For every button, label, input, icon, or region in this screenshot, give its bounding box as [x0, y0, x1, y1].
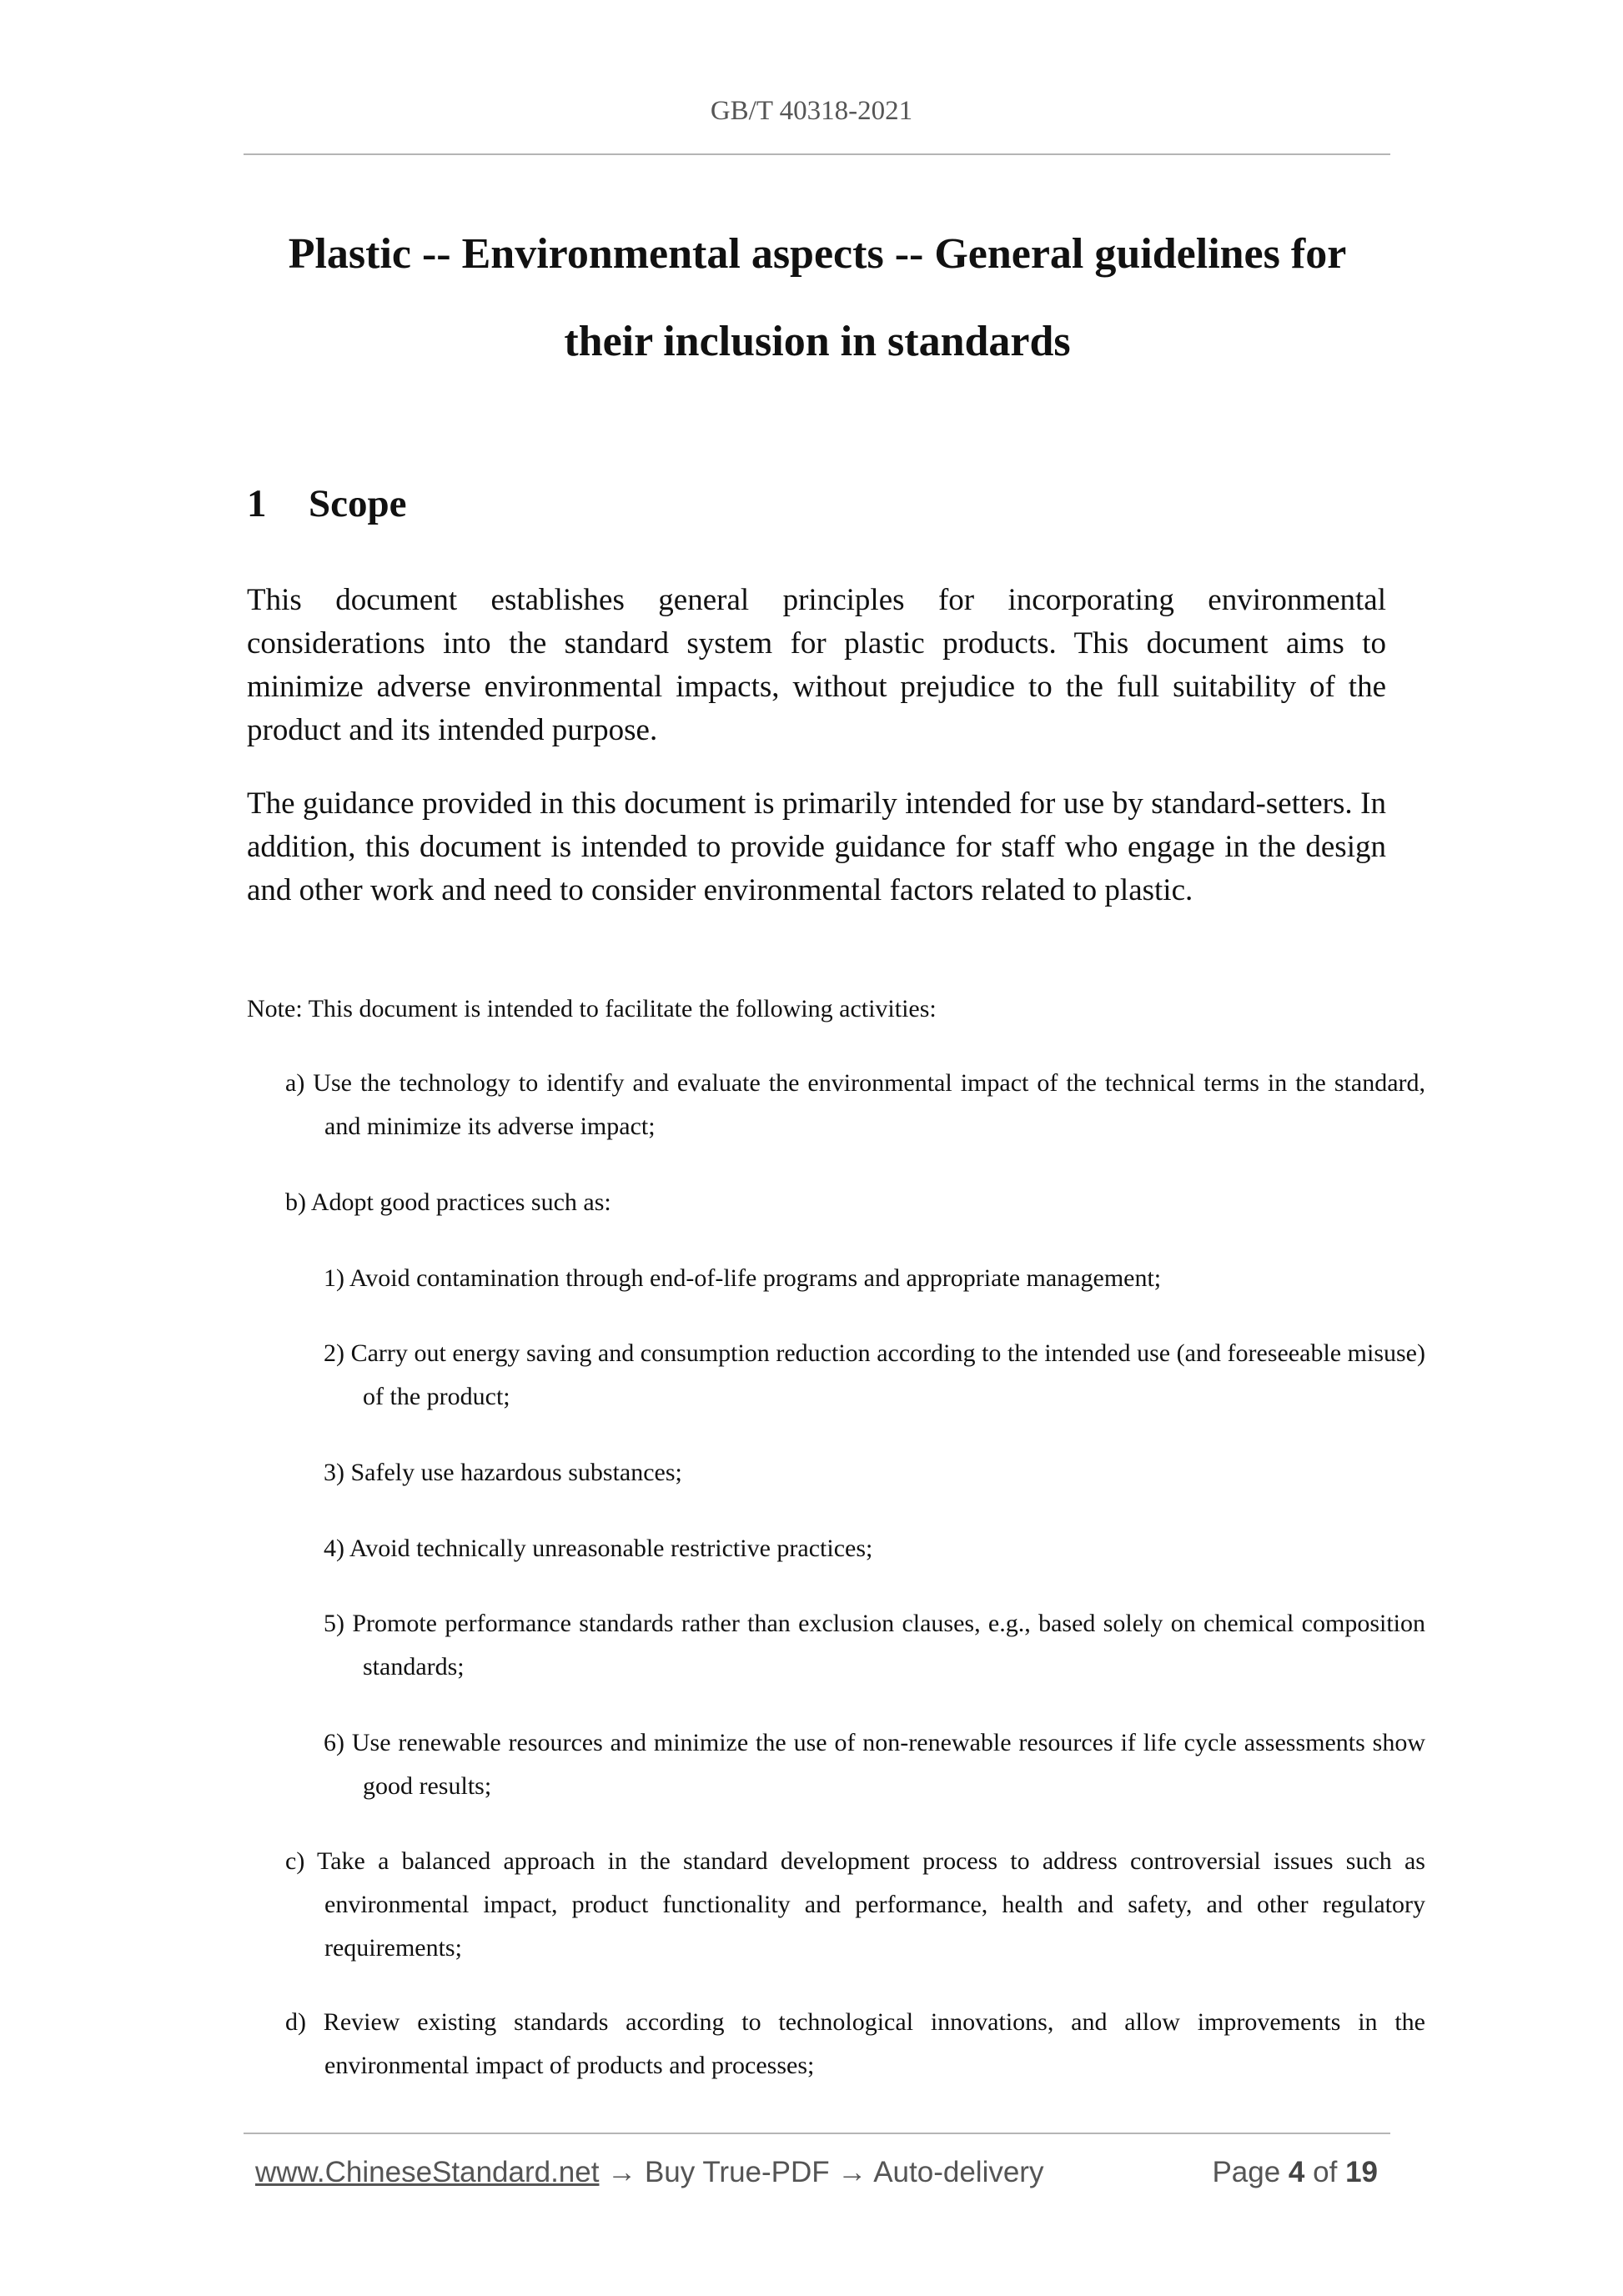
arrow-right-icon: →	[837, 2156, 867, 2188]
section-title: Scope	[309, 482, 407, 525]
total-pages: 19	[1345, 2156, 1378, 2188]
list-item-b3: 3) Safely use hazardous substances;	[324, 1459, 682, 1486]
buy-true-pdf-text: Buy True-PDF	[644, 2156, 830, 2188]
list-item-a: a) Use the technology to identify and evaluate the environmental impact of the technical terms in the standard, and minimize its adverse impact;	[285, 1069, 1425, 1140]
document-title	[209, 210, 1426, 385]
scope-paragraph-1: This document establishes general principles for incorporating environmental considerations into the standard system for plastic products. This document aims to minimize adverse environmental impacts, without prejudice to the full suitability of the product and its intended purpose.	[247, 583, 1386, 747]
list-item-b: b) Adopt good practices such as:	[285, 1188, 611, 1216]
page-footer	[255, 2152, 1378, 2193]
header-doc-code: GB/T 40318-2021	[710, 96, 913, 126]
note-text: Note: This document is intended to facilitate the following activities:	[247, 995, 937, 1022]
document-title-line-2: their inclusion in standards	[564, 318, 1071, 365]
list-item-c: c) Take a balanced approach in the standard development process to address controversial issues such as environmental impact, product functionality and performance, health and safety, and other regulatory requirements;	[285, 1847, 1425, 1962]
footer-divider	[244, 2133, 1390, 2134]
page-number: 4	[1288, 2156, 1305, 2188]
list-item-b1: 1) Avoid contamination through end-of-life programs and appropriate management;	[324, 1264, 1162, 1292]
chinesestandard-link[interactable]: www.ChineseStandard.net	[255, 2156, 600, 2188]
document-title-line-1: Plastic -- Environmental aspects -- General guidelines for	[288, 230, 1347, 278]
section-number: 1	[247, 482, 267, 525]
section-heading	[247, 475, 407, 532]
list-item-d: d) Review existing standards according to technological innovations, and allow improvements in the environmental impact of products and processes;	[285, 2008, 1425, 2079]
of-label: of	[1313, 2156, 1338, 2188]
auto-delivery-text: Auto-delivery	[873, 2156, 1044, 2188]
page-label: Page	[1212, 2156, 1281, 2188]
footer-promo	[255, 2152, 1043, 2193]
page-indicator	[1212, 2152, 1378, 2193]
list-item-b6: 6) Use renewable resources and minimize the use of non-renewable resources if life cycle assessments show good results;	[324, 1729, 1425, 1800]
list-item-b2: 2) Carry out energy saving and consumption reduction according to the intended use (and foreseeable misuse) of the product;	[324, 1339, 1425, 1410]
scope-paragraph-2: The guidance provided in this document is primarily intended for use by standard-setters. In addition, this document is intended to provide guidance for staff who engage in the design and other work and need to consider environmental factors related to plastic.	[247, 786, 1386, 907]
header-divider	[244, 153, 1390, 155]
list-item-b4: 4) Avoid technically unreasonable restrictive practices;	[324, 1535, 873, 1562]
list-item-b5: 5) Promote performance standards rather than exclusion clauses, e.g., based solely on chemical composition standards;	[324, 1610, 1425, 1681]
arrow-right-icon: →	[607, 2156, 637, 2188]
